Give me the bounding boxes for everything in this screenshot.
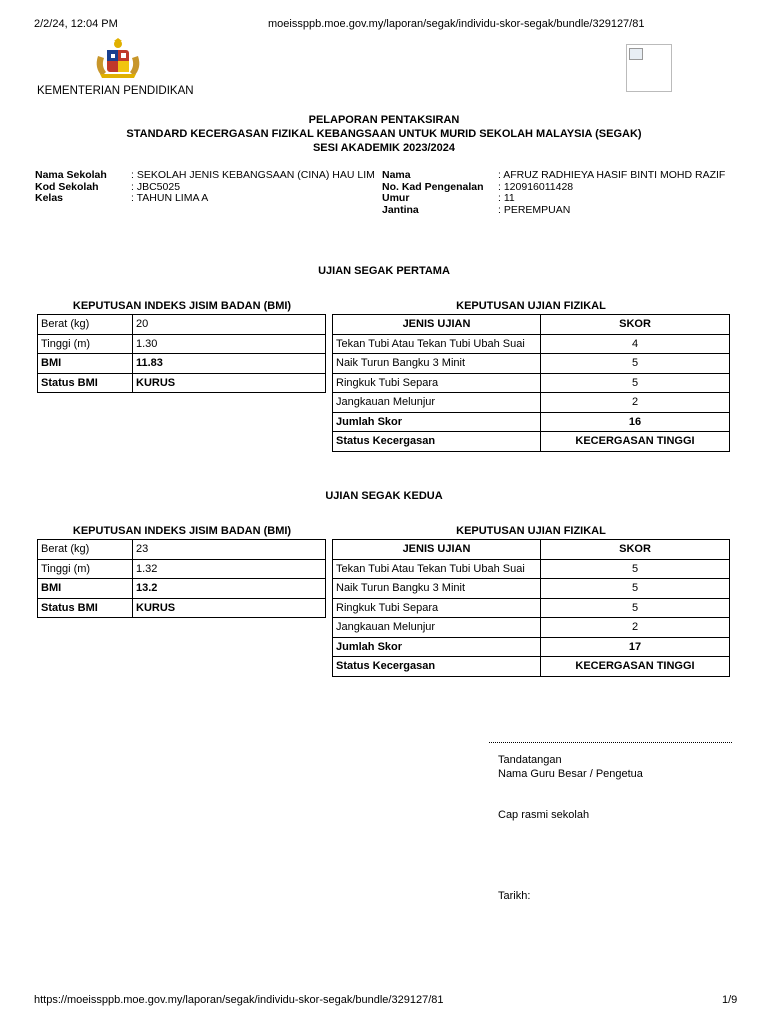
bmi-label: Berat (kg) [38,315,133,335]
test-score: 5 [541,559,730,579]
test-label: Naik Turun Bangku 3 Minit [333,354,541,374]
bmi-label: BMI [38,579,133,599]
test-score: 5 [541,579,730,599]
column-header: JENIS UJIAN [333,540,541,560]
student-values [498,170,725,216]
table-row [38,373,326,393]
column-header: SKOR [541,540,730,560]
test-2-title: UJIAN SEGAK KEDUA [325,490,443,502]
print-datetime: 2/2/24, 12:04 PM [34,18,118,30]
test-score: 5 [541,354,730,374]
table-row [333,657,730,677]
report-title-3: SESI AKADEMIK 2023/2024 [312,142,456,154]
table-row [333,393,730,413]
malaysia-coat-of-arms-icon [92,38,144,80]
school-name-label: Nama Sekolah [35,169,107,181]
gender-label: Jantina [382,203,419,216]
principal-name-label: Nama Guru Besar / Pengetua [498,768,643,780]
bmi-label: BMI [38,354,133,374]
bmi-value: KURUS [133,598,326,618]
table-row [38,315,326,335]
table-row [333,559,730,579]
student-name-label: Nama [382,169,411,181]
test-2-bmi-caption: KEPUTUSAN INDEKS JISIM BADAN (BMI) [72,525,292,537]
age-value: : 11 [498,192,515,204]
fitness-status-value: KECERGASAN TINGGI [541,657,730,677]
table-header-row [333,540,730,560]
test-1-title: UJIAN SEGAK PERTAMA [318,265,450,277]
test-1-fiz-caption: KEPUTUSAN UJIAN FIZIKAL [456,300,606,312]
test-1-bmi-caption: KEPUTUSAN INDEKS JISIM BADAN (BMI) [72,300,292,312]
page-number: 1/9 [722,994,738,1006]
table-row [333,373,730,393]
table-row [38,579,326,599]
fitness-status-label: Status Kecergasan [333,432,541,452]
signature-label: Tandatangan [498,754,562,766]
total-score: 17 [541,637,730,657]
report-title-1: PELAPORAN PENTAKSIRAN [308,114,460,126]
student-info [382,170,484,216]
test-label: Ringkuk Tubi Separa [333,373,541,393]
total-score: 16 [541,412,730,432]
report-title-2: STANDARD KECERGASAN FIZIKAL KEBANGSAAN UNTUK MURID SEKOLAH MALAYSIA (SEGAK) [126,128,642,140]
school-stamp-label: Cap rasmi sekolah [498,809,590,821]
bmi-value: KURUS [133,373,326,393]
school-name-value: : SEKOLAH JENIS KEBANGSAAN (CINA) HAU LIM [131,169,375,181]
table-row [333,334,730,354]
ic-label: No. Kad Pengenalan [382,180,484,193]
table-row [38,354,326,374]
column-header: JENIS UJIAN [333,315,541,335]
fitness-status-label: Status Kecergasan [333,657,541,677]
age-label: Umur [382,192,410,204]
test-score: 5 [541,373,730,393]
student-name-value: : AFRUZ RADHIEYA HASIF BINTI MOHD RAZIF [498,169,726,181]
footer-url: https://moeissppb.moe.gov.my/laporan/segak/individu-skor-segak/bundle/329127/81 [34,994,444,1006]
table-row [333,618,730,638]
school-code-label: Kod Sekolah [35,180,99,193]
broken-image-icon [626,44,672,92]
total-label: Jumlah Skor [333,637,541,657]
table-row [333,637,730,657]
bmi-value: 11.83 [133,354,326,374]
bmi-label: Berat (kg) [38,540,133,560]
bmi-value: 1.30 [133,334,326,354]
ic-value: : 120916011428 [498,180,574,193]
table-row [333,354,730,374]
test-score: 4 [541,334,730,354]
table-row [38,598,326,618]
bmi-value: 1.32 [133,559,326,579]
test-label: Jangkauan Melunjur [333,618,541,638]
test-1-fiz-table [332,314,730,452]
school-values [131,170,375,205]
table-header-row [333,315,730,335]
bmi-value: 23 [133,540,326,560]
bmi-label: Tinggi (m) [38,559,133,579]
table-row [333,412,730,432]
test-label: Jangkauan Melunjur [333,393,541,413]
fitness-status-value: KECERGASAN TINGGI [541,432,730,452]
ministry-name: KEMENTERIAN PENDIDIKAN [37,85,194,97]
bmi-label: Status BMI [38,598,133,618]
test-score: 5 [541,598,730,618]
test-label: Ringkuk Tubi Separa [333,598,541,618]
bmi-label: Tinggi (m) [38,334,133,354]
test-1-bmi-table [37,314,326,393]
test-2-fiz-table [332,539,730,677]
school-code-value: : JBC5025 [131,180,181,193]
total-label: Jumlah Skor [333,412,541,432]
school-info [35,170,107,205]
test-score: 2 [541,618,730,638]
signature-line [489,742,732,743]
table-row [333,432,730,452]
date-label: Tarikh: [498,890,531,902]
table-row [333,579,730,599]
print-url: moeissppb.moe.gov.my/laporan/segak/individu-skor-segak/bundle/329127/81 [268,18,645,30]
class-value: : TAHUN LIMA A [131,192,209,204]
table-row [38,540,326,560]
bmi-label: Status BMI [38,373,133,393]
bmi-value: 20 [133,315,326,335]
table-row [333,598,730,618]
table-row [38,559,326,579]
test-score: 2 [541,393,730,413]
gender-value: : PEREMPUAN [498,203,571,216]
test-label: Naik Turun Bangku 3 Minit [333,579,541,599]
bmi-value: 13.2 [133,579,326,599]
test-2-bmi-table [37,539,326,618]
class-label: Kelas [35,192,64,204]
table-row [38,334,326,354]
test-label: Tekan Tubi Atau Tekan Tubi Ubah Suai [333,334,541,354]
test-2-fiz-caption: KEPUTUSAN UJIAN FIZIKAL [456,525,606,537]
test-label: Tekan Tubi Atau Tekan Tubi Ubah Suai [333,559,541,579]
column-header: SKOR [541,315,730,335]
